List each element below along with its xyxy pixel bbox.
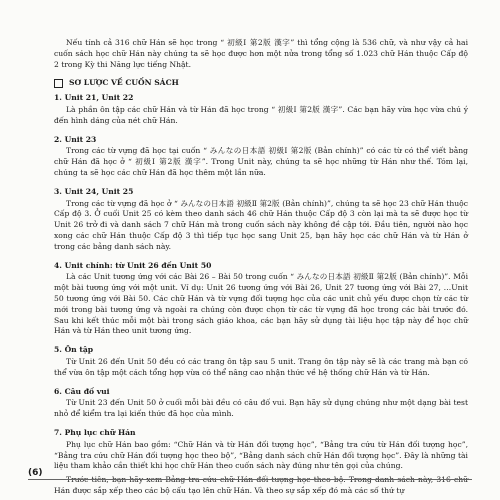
item-body-continued: Hán được sắp xếp theo các bộ cấu tạo lên chữ Hán. Và theo sự sắp xếp đó mà các số thứ tự: [54, 485, 405, 495]
body-text: [54, 38, 468, 500]
item-body: Trong các từ vựng đã học tại cuốn “ みんなの日本語 初級Ⅰ 第2版 (Bản chính)” có các từ có thể viết bằng chữ Hán đã học ở “ 初級Ⅰ 第2版 漢字”. Trong Unit này, chúng ta sẽ học những từ Hán như thế. Tóm lại, chúng ta sẽ học các chữ Hán đã học thêm một lần nữa.: [54, 146, 468, 177]
item-heading: 6. Câu đố vui: [54, 386, 110, 396]
item-heading: 1. Unit 21, Unit 22: [54, 93, 134, 103]
footer-rule: [28, 479, 472, 480]
item-heading: 4. Unit chính: từ Unit 26 đến Unit 50: [54, 260, 212, 270]
item-body: Phụ lục chữ Hán bao gồm: “Chữ Hán và từ Hán đối tượng học”, “Bảng tra cứu từ Hán đối tượng học”, “Bảng tra cứu chữ Hán đối tượng học theo bộ”, “Bảng danh sách chữ Hán đối tượng học”. Đây là những tài liệu tham khảo cần thiết khi học chữ Hán theo cuốn sách này đúng như tên gọi của chúng.: [54, 439, 468, 471]
section-title: SƠ LƯỢC VỀ CUỐN SÁCH: [69, 78, 179, 88]
item-body: Từ Unit 23 đến Unit 50 ở cuối mỗi bài đều có câu đố vui. Bạn hãy sử dụng chúng như một dạng bài test nhỏ để kiểm tra lại kiến thức đã học của mình.: [54, 398, 468, 419]
item-heading: 2. Unit 23: [54, 134, 97, 144]
item-body: Là các Unit tương ứng với các Bài 26 – Bài 50 trong cuốn “ みんなの日本語 初級Ⅱ 第2版 (Bản chính)”. Mỗi một bài tương ứng với một unit. Ví dụ: Unit 26 tương ứng với Bài 26, Unit 27 tương ứng với Bài 27, …Unit 50 tương ứng với Bài 50. Các chữ Hán và từ vựng đối tượng học của các unit chủ yếu được chọn từ các từ mới trong bài tương ứng và ngoài ra chúng còn được chọn từ các từ vựng đã học trong các bài trước đó. Sau khi kết thúc mỗi một bài trong sách giáo khoa, các bạn hãy sử dụng tài liệu học tập này để học chữ Hán và từ Hán theo unit tương ứng.: [54, 272, 468, 336]
item-heading: 5. Ôn tập: [54, 345, 94, 355]
item-body: Là phần ôn tập các chữ Hán và từ Hán đã học trong “ 初級Ⅰ 第2版 漢字”. Các bạn hãy vừa học vừa chú ý đến hình dáng của nét chữ Hán.: [54, 104, 468, 125]
checkbox-square-icon: [54, 79, 63, 88]
page-number: (6): [28, 468, 43, 478]
item-body: Trong các từ vựng đã học ở “ みんなの日本語 初級Ⅱ 第2版 (Bản chính)”, chúng ta sẽ học 23 chữ Hán thuộc Cấp độ 3. Ở cuối Unit 25 có kèm theo danh sách 46 chữ Hán thuộc Cấp độ 3 còn lại mà ta sẽ được học từ Unit 26 trở đi và danh sách 7 chữ Hán mà trong cuốn sách này không đề cập tới. Đầu tiên, người nào học xong các chữ Hán thuộc Cấp độ 3 thì tiếp tục học sang Unit 25, bạn hãy học các chữ Hán và từ Hán ở trong các bảng danh sách này.: [54, 198, 468, 251]
item-body: Từ Unit 26 đến Unit 50 đều có các trang ôn tập sau 5 unit. Trang ôn tập này sẽ là các trang mà bạn có thể vừa ôn tập một cách tổng hợp vừa có thể nâng cao nhận thức về hệ thống chữ Hán và từ Hán.: [54, 356, 468, 377]
section-heading: [54, 78, 468, 89]
intro-paragraph: Nếu tính cả 316 chữ Hán sẽ học trong “ 初級Ⅰ 第2版 漢字” thì tổng cộng là 536 chữ, và như vậy cả hai cuốn sách học chữ Hán này chúng ta sẽ học được hơn một nửa trong tổng số 1.023 chữ Hán thuộc Cấp độ 2 trong Kỳ thi Năng lực tiếng Nhật.: [54, 38, 468, 69]
item-heading: 7. Phụ lục chữ Hán: [54, 427, 136, 437]
item-heading: 3. Unit 24, Unit 25: [54, 186, 134, 196]
